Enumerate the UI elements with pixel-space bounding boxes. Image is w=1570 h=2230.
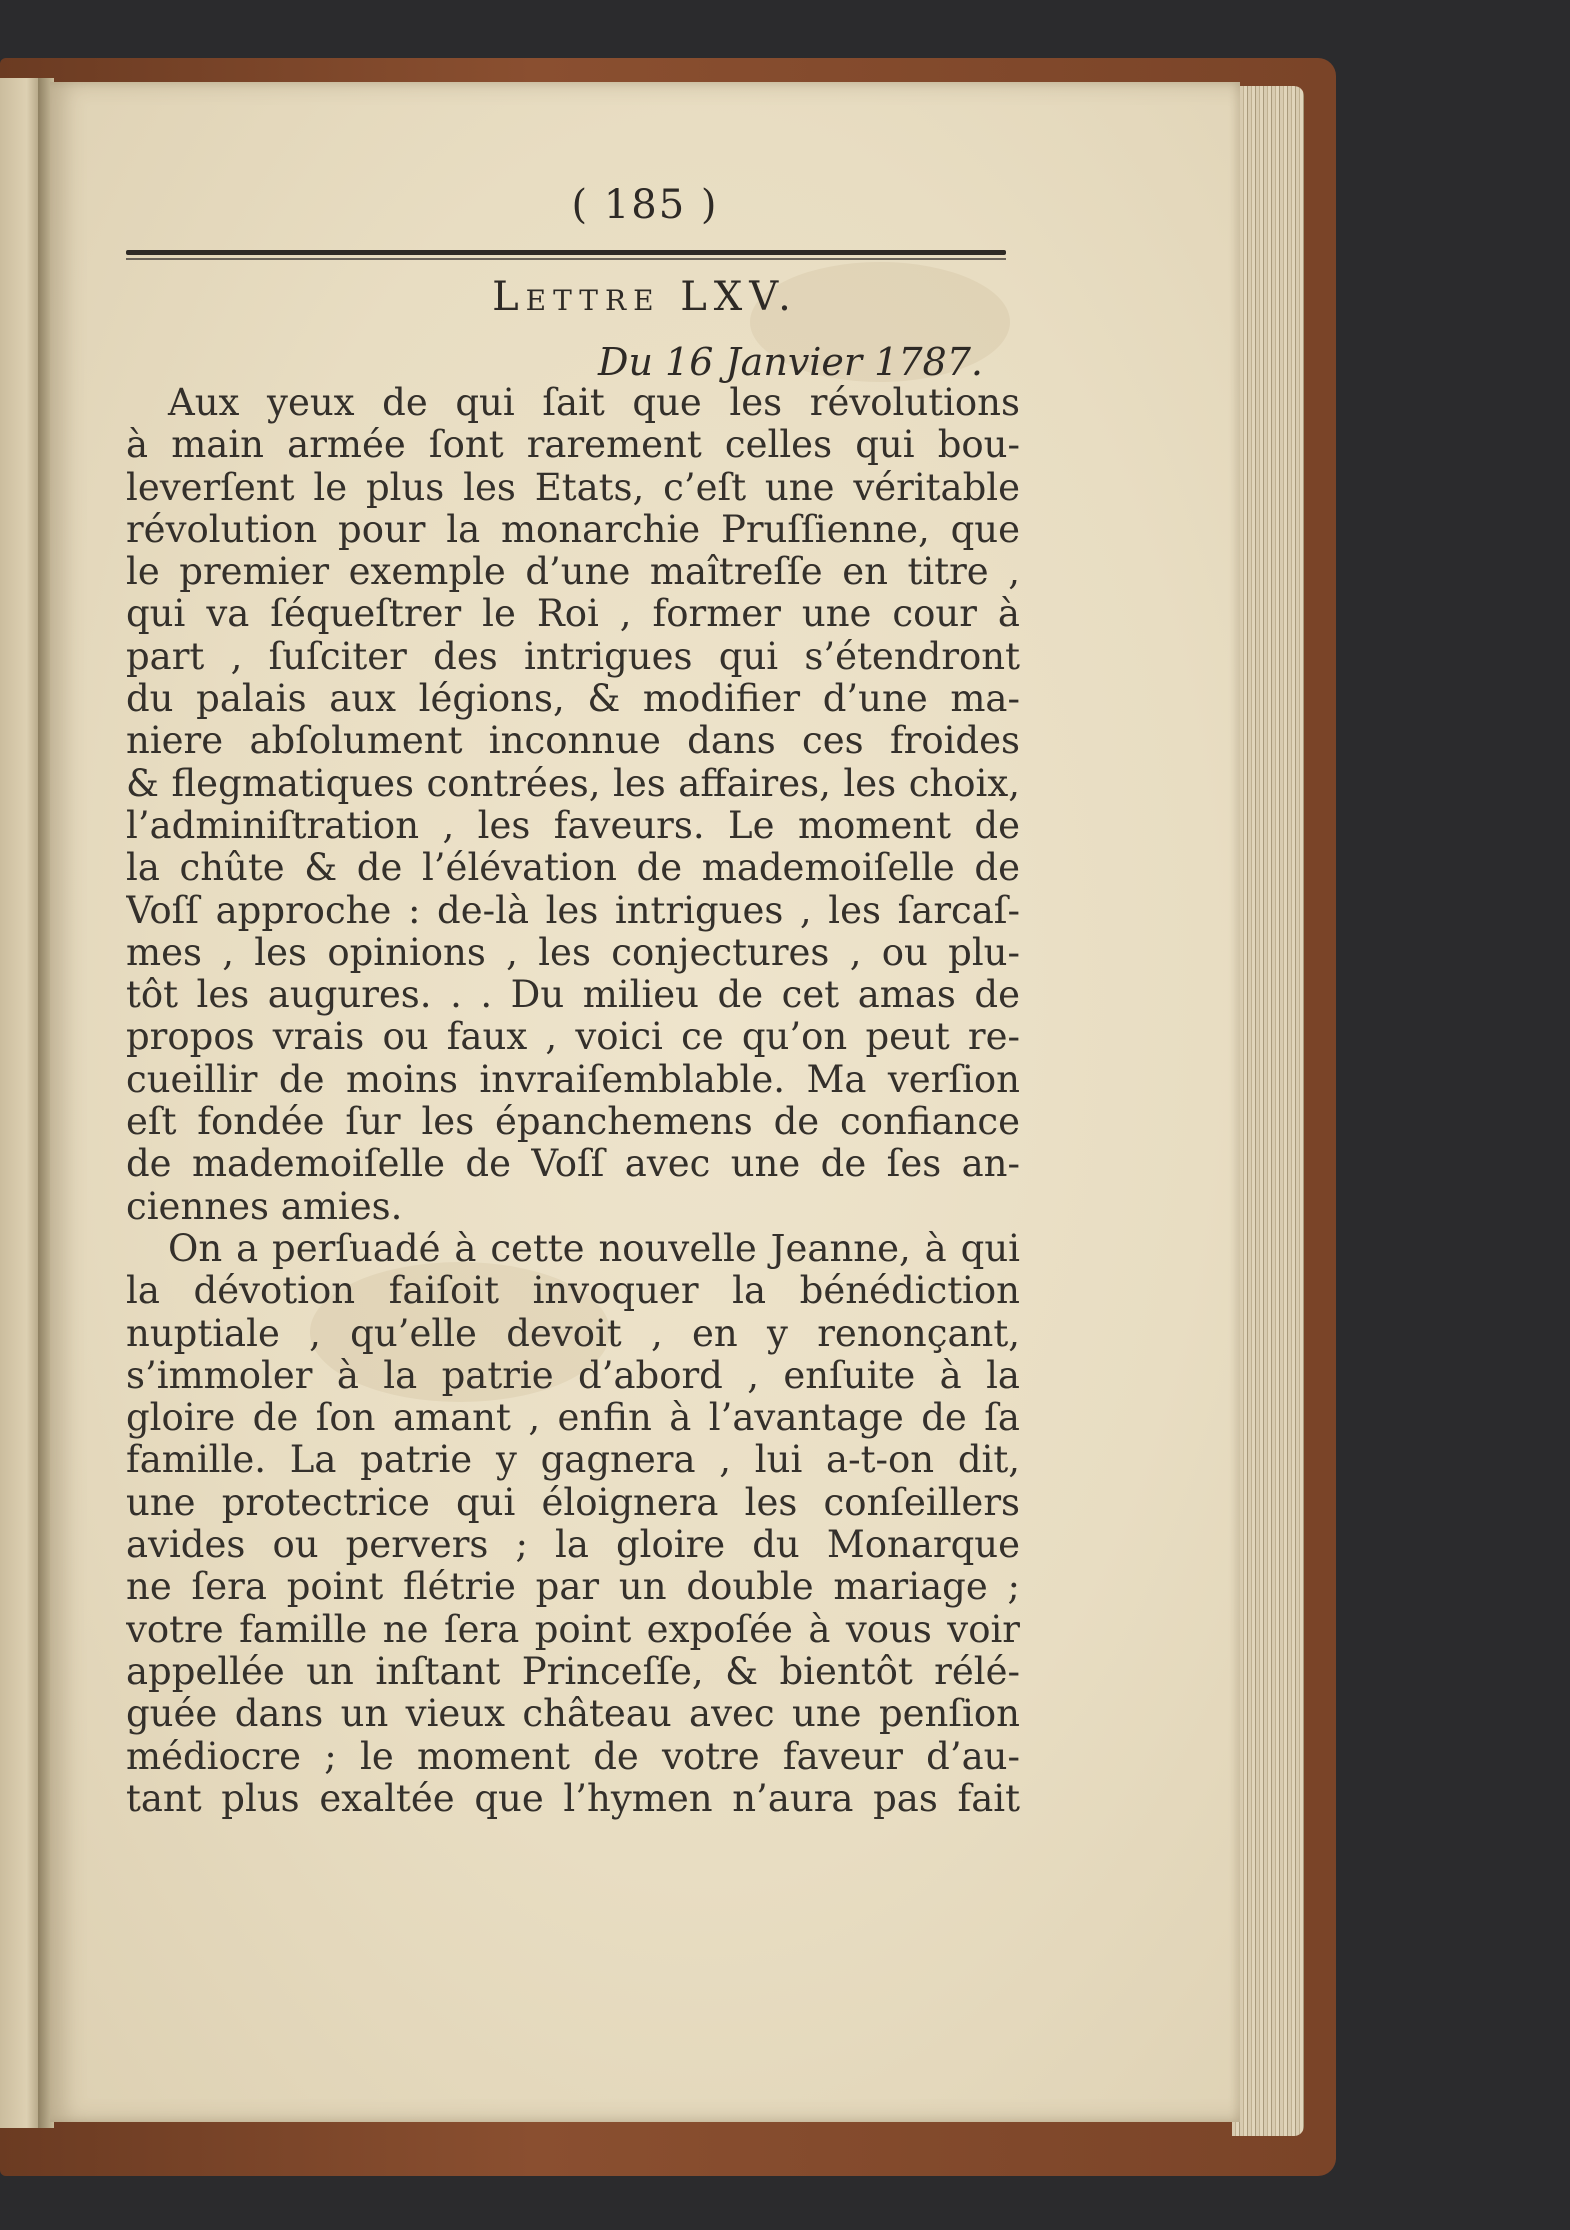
text-line: niere abſolument inconnue dans ces froides	[126, 720, 1020, 763]
text-line: qui va ſéqueſtrer le Roi , former une cour à	[126, 593, 1020, 636]
text-line: On a perſuadé à cette nouvelle Jeanne, à qui	[168, 1227, 1020, 1270]
text-line: ne ſera point flétrie par un double mariage ;	[126, 1566, 1020, 1609]
text-line: ciennes amies.	[126, 1185, 403, 1228]
header-rule-thin	[126, 258, 1006, 260]
text-line: la chûte & de l’élévation de mademoiſelle de	[126, 847, 1020, 890]
text-line: appellée un inſtant Princeſſe, & bientôt rélé-	[126, 1650, 1020, 1693]
text-line: du palais aux légions, & modifier d’une ma-	[126, 678, 1020, 721]
text-line: s’immoler à la patrie d’abord , enſuite à la	[126, 1354, 1020, 1397]
text-line: tant plus exaltée que l’hymen n’aura pas fait	[126, 1777, 1020, 1820]
text-line: à main armée ſont rarement celles qui bou-	[126, 424, 1020, 467]
text-line: la dévotion faiſoit invoquer la bénédiction	[126, 1270, 1020, 1313]
book-page	[50, 82, 1240, 2122]
text-line: & flegmatiques contrées, les affaires, les choix,	[126, 762, 1020, 805]
text-line: mes , les opinions , les conjectures , ou plu-	[126, 931, 1020, 974]
text-line: Voſſ approche : de-là les intrigues , les ſarcaſ-	[126, 889, 1020, 932]
text-line: eſt fondée ſur les épanchemens de confiance	[126, 1101, 1020, 1144]
text-line: révolution pour la monarchie Pruſſienne, que	[126, 508, 1020, 551]
page-fore-edge	[1232, 86, 1304, 2136]
text-line: propos vrais ou faux , voici ce qu’on peut re-	[126, 1016, 1020, 1059]
text-line: cueillir de moins invraiſemblable. Ma verſion	[126, 1058, 1020, 1101]
text-line: nuptiale , qu’elle devoit , en y renonçant,	[126, 1312, 1020, 1355]
text-line: Aux yeux de qui ſait que les révolutions	[168, 382, 1020, 424]
text-line: gloire de ſon amant , enfin à l’avantage de ſa	[126, 1397, 1020, 1440]
text-line: l’adminiſtration , les faveurs. Le moment de	[126, 804, 1020, 847]
text-line: une protectrice qui éloignera les conſeillers	[126, 1481, 1020, 1524]
page-number-header: ( 185 )	[571, 182, 719, 228]
text-line: tôt les augures. . . Du milieu de cet amas de	[126, 974, 1020, 1017]
text-line: famille. La patrie y gagnera , lui a-t-on dit,	[126, 1439, 1020, 1482]
text-line: le premier exemple d’une maîtreſſe en titre ,	[126, 551, 1020, 594]
text-line: guée dans un vieux château avec une penſion	[126, 1693, 1020, 1736]
letter-title: Lettre LXV.	[492, 274, 798, 320]
text-line: médiocre ; le moment de votre faveur d’au-	[126, 1735, 1020, 1778]
facing-page-edge	[0, 78, 40, 2128]
text-line: leverſent le plus les Etats, c’eſt une véritable	[126, 466, 1020, 509]
text-line: votre famille ne ſera point expoſée à vous voir	[126, 1608, 1020, 1651]
letter-body	[126, 382, 1020, 1820]
text-line: avides ou pervers ; la gloire du Monarque	[126, 1524, 1020, 1567]
letter-dateline: Du 16 Janvier 1787.	[598, 340, 983, 384]
text-line: part , ſuſciter des intrigues qui s’étendront	[126, 635, 1020, 678]
text-line: de mademoiſelle de Voſſ avec une de ſes an-	[126, 1143, 1020, 1186]
header-rule	[126, 250, 1006, 255]
